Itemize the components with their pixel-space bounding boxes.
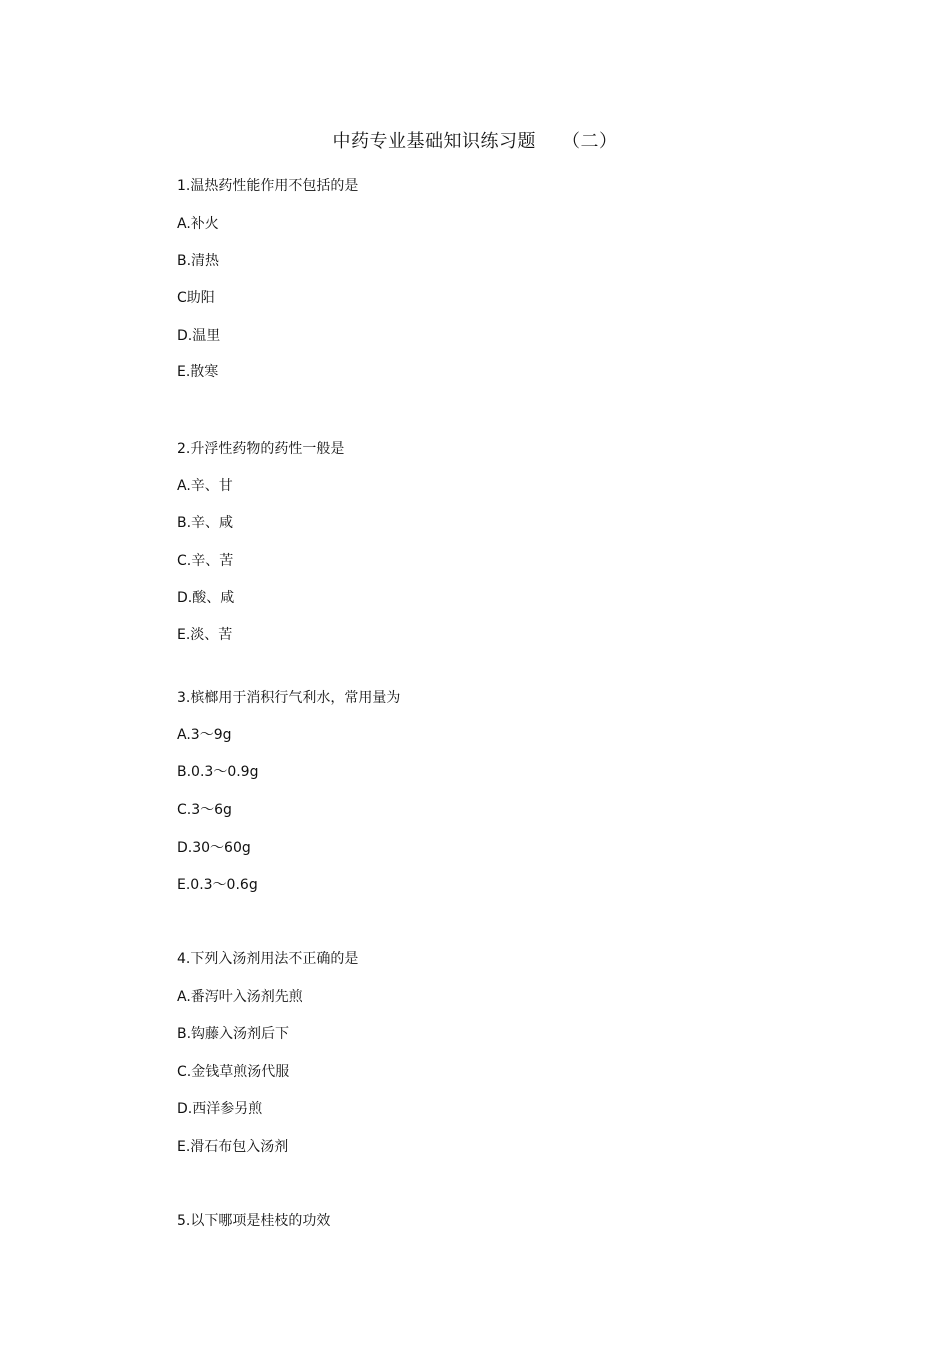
question-3-option-d: D.30～60g [177,840,251,856]
question-3-option-c: C.3～6g [177,802,232,818]
question-2-option-b: B.辛、咸 [177,515,234,531]
question-2-option-a: A.辛、甘 [177,478,233,494]
question-1-option-a: A.补火 [177,216,219,232]
page-title [0,129,950,155]
question-4-stem: 4.下列入汤剂用法不正确的是 [177,951,359,967]
question-5-stem: 5.以下哪项是桂枝的功效 [177,1213,331,1229]
question-2-option-d: D.酸、咸 [177,590,235,606]
question-3-stem: 3.槟榔用于消积行气利水，常用量为 [177,690,401,706]
question-1-option-b: B.清热 [177,253,220,269]
question-2-stem: 2.升浮性药物的药性一般是 [177,441,345,457]
question-3-option-e: E.0.3～0.6g [177,877,258,893]
question-3-option-a: A.3～9g [177,727,232,743]
question-4-option-b: B.钩藤入汤剂后下 [177,1026,290,1042]
question-1-stem: 1.温热药性能作用不包括的是 [177,178,359,194]
question-1-option-c: C助阳 [177,290,215,306]
question-4-option-c: C.金钱草煎汤代服 [177,1064,290,1080]
question-4-option-a: A.番泻叶入汤剂先煎 [177,989,303,1005]
question-4-option-e: E.滑石布包入汤剂 [177,1139,289,1155]
question-1-option-d: D.温里 [177,328,221,344]
question-4-option-d: D.西洋参另煎 [177,1101,263,1117]
question-3-option-b: B.0.3～0.9g [177,764,259,780]
question-1-option-e: E.散寒 [177,364,219,380]
question-2-option-e: E.淡、苦 [177,627,233,643]
question-2-option-c: C.辛、苦 [177,553,234,569]
title-main: 中药专业基础知识练习题 [332,131,536,152]
title-suffix: （二） [562,131,618,152]
